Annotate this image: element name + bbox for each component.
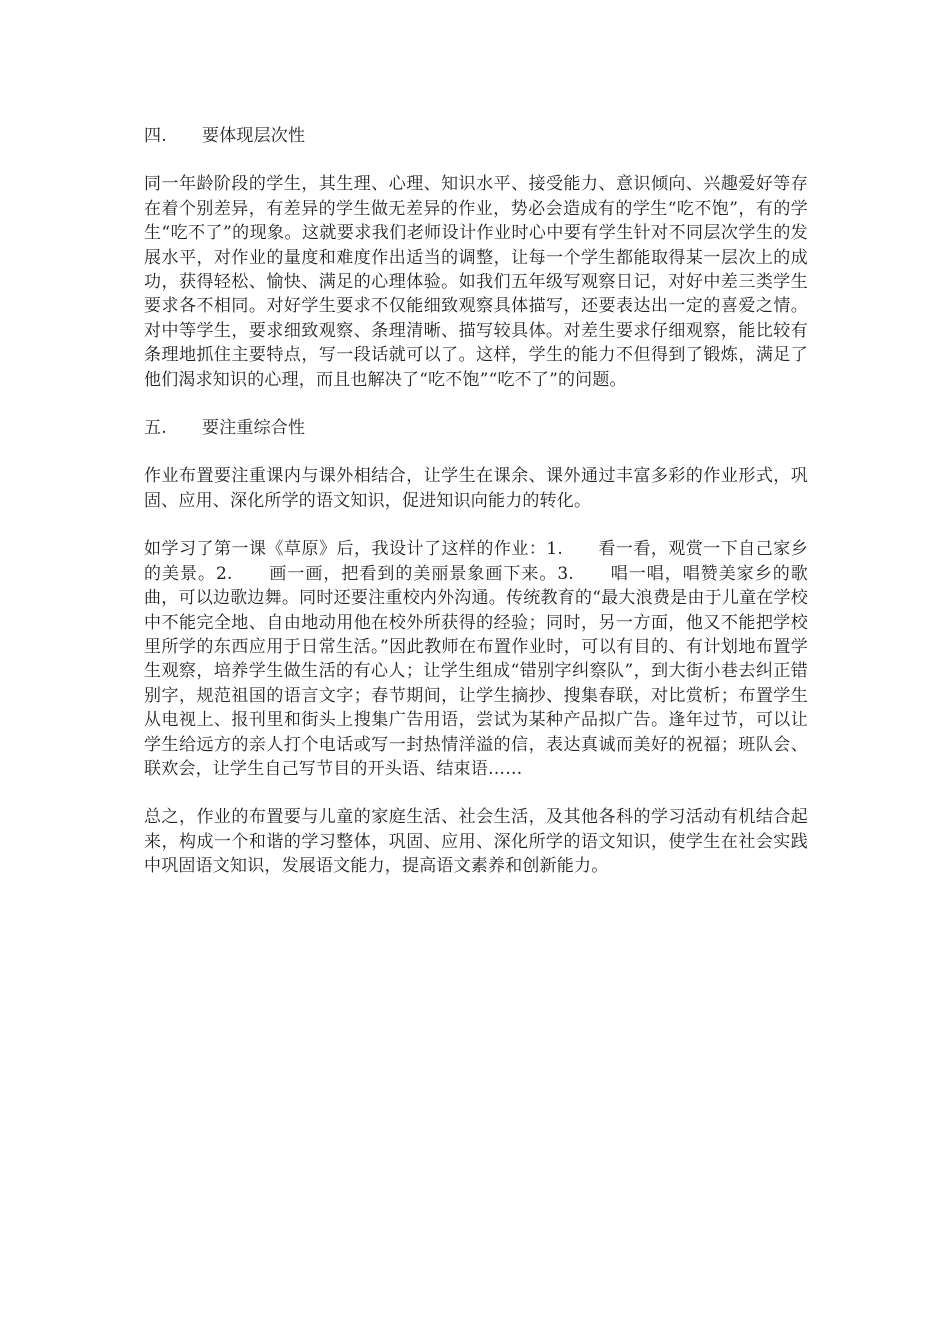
document-body — [144, 124, 808, 903]
section-number: 四. — [144, 126, 167, 146]
paragraph-conclusion: 总之，作业的布置要与儿童的家庭生活、社会生活，及其他各科的学习活动有机结合起来，构成一个和谐的学习整体，巩固、应用、深化所学的语文知识，使学生在社会实践中巩固语文知识，发展语文能力，提高语文素养和创新能力。 — [144, 807, 808, 877]
section-title: 要注重综合性 — [202, 418, 306, 439]
paragraph-integration-intro: 作业布置要注重课内与课外相结合，让学生在课余、课外通过丰富多彩的作业形式，巩固、应用、深化所学的语文知识，促进知识向能力的转化。 — [144, 466, 808, 511]
paragraph-differentiation: 同一年龄阶段的学生，其生理、心理、知识水平、接受能力、意识倾向、兴趣爱好等存在着个别差异，有差异的学生做无差异的作业，势必会造成有的学生“吃不饱”，有的学生“吃不了”的现象。这就要求我们老师设计作业时心中要有学生针对不同层次学生的发展水平，对作业的量度和难度作出适当的调整，让每一个学生都能取得某一层次上的成功，获得轻松、愉快、满足的心理体验。如我们五年级写观察日记，对好中差三类学生要求各不相同。对好学生要求不仅能细致观察具体描写，还要表达出一定的喜爱之情。对中等学生，要求细致观察、条理清晰、描写较具体。对差生要求仔细观察，能比较有条理地抓住主要特点，写一段话就可以了。这样，学生的能力不但得到了锻炼，满足了他们渴求知识的心理，而且也解决了“吃不饱”“吃不了”的问题。 — [144, 174, 808, 390]
section-heading-4 — [144, 124, 808, 148]
section-number: 五. — [144, 418, 167, 439]
paragraph-grassland-example: 如学习了第一课《草原》后，我设计了这样的作业：1. 看一看，观赏一下自己家乡的美景。2. 画一画，把看到的美丽景象画下来。3. 唱一唱，唱赞美家乡的歌曲，可以边歌边舞。同时还要注重校内外沟通。传统教育的“最大浪费是由于儿童在学校中不能完全地、自由地动用他在校外所获得的经验；同时，另一方面，他又不能把学校里所学的东西应用于日常生活。”因此教师在布置作业时，可以有目的、有计划地布置学生观察，培养学生做生活的有心人；让学生组成“错别字纠察队”，到大街小巷去纠正错别字，规范祖国的语言文字；春节期间，让学生摘抄、搜集春联，对比赏析；布置学生从电视上、报刊里和街头上搜集广告用语，尝试为某种产品拟广告。逢年过节，可以让学生给远方的亲人打个电话或写一封热情洋溢的信，表达真诚而美好的祝福；班队会、联欢会，让学生自己写节目的开头语、结束语…… — [144, 539, 808, 779]
section-heading-5 — [144, 416, 808, 440]
section-title: 要体现层次性 — [202, 126, 306, 146]
